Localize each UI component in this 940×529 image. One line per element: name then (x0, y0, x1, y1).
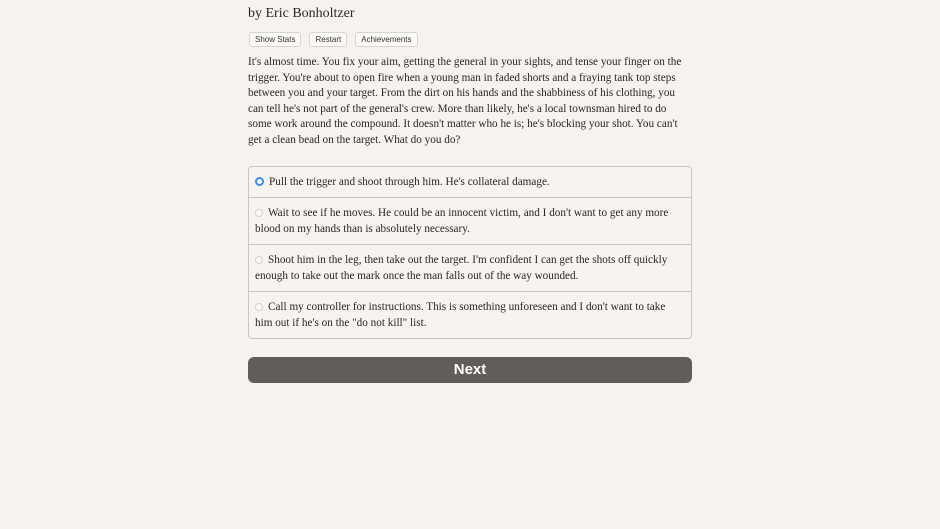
choice-label: Pull the trigger and shoot through him. He's collateral damage. (269, 176, 550, 188)
next-button[interactable]: Next (248, 357, 692, 383)
radio-unselected-icon[interactable] (255, 209, 263, 217)
choice-label: Call my controller for instructions. This is something unforeseen and I don't want to take him out if he's on the "do not kill" list. (255, 301, 666, 329)
choice-option-2[interactable] (249, 197, 691, 244)
author-byline: by Eric Bonholtzer (248, 6, 355, 21)
show-stats-button[interactable]: Show Stats (249, 32, 301, 47)
choice-list (248, 166, 692, 339)
choice-option-3[interactable] (249, 244, 691, 291)
radio-unselected-icon[interactable] (255, 303, 263, 311)
story-passage: It's almost time. You fix your aim, getting the general in your sights, and tense your finger on the trigger. You're about to open fire when a young man in faded shorts and a fraying tank top steps between you and your target. From the dirt on his hands and the shabbiness of his clothing, you can tell he's not part of the general's crew. More than likely, he's a local townsman hired to do some work around the compound. It doesn't matter who he is; he's blocking your shot. You can't get a clean bead on the target. What do you do? (248, 56, 682, 146)
choice-option-4[interactable] (249, 291, 691, 338)
achievements-button[interactable]: Achievements (355, 32, 417, 47)
choice-label: Shoot him in the leg, then take out the target. I'm confident I can get the shots off quickly enough to take out the mark once the man falls out of the way wounded. (255, 254, 668, 282)
radio-unselected-icon[interactable] (255, 256, 263, 264)
choice-option-1[interactable] (249, 167, 691, 197)
choice-label: Wait to see if he moves. He could be an innocent victim, and I don't want to get any more blood on my hands than is absolutely necessary. (255, 207, 669, 235)
radio-selected-icon[interactable] (255, 177, 264, 186)
restart-button[interactable]: Restart (309, 32, 347, 47)
header-toolbar (249, 32, 418, 47)
